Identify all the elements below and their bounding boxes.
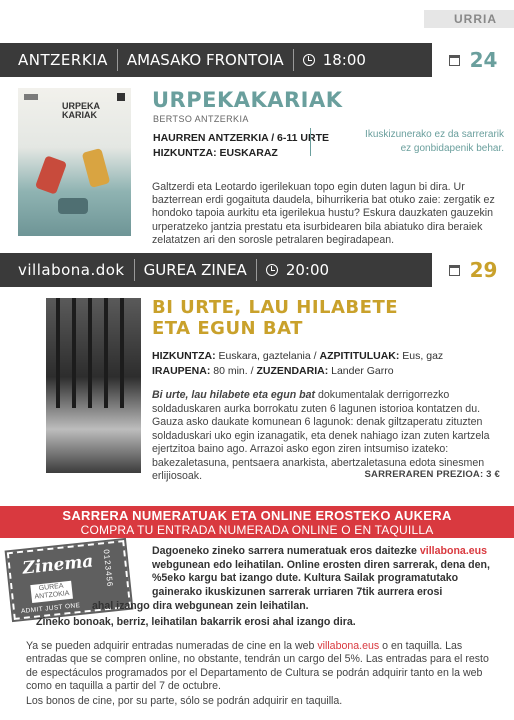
tickets-bonos-eus: Zineko bonoak, berriz, leihatilan bakarrik erosi ahal izango dira. xyxy=(36,616,356,628)
text: webgunean edo leihatilan. Online erosten diren sarrerak, dena den, %5eko kargu bat izango dute. Kultura Sailak programatutako gainerako ikuskizunen sarrerak urriaren 7tik aurrera erosi xyxy=(152,558,490,598)
calendar-icon xyxy=(449,55,460,66)
event2-header-band xyxy=(0,253,514,287)
event2-day: 29 xyxy=(469,258,498,282)
tickets-info-eus-end: ahal izango dira webgunean zein leihatilan. xyxy=(92,600,309,612)
prison-bar xyxy=(88,298,92,408)
divider xyxy=(256,259,257,281)
title-line: ETA EGUN BAT xyxy=(152,318,303,339)
meta-value: Euskara, gaztelania / xyxy=(215,350,320,362)
diver-figure-icon xyxy=(82,148,111,188)
prison-bar xyxy=(104,298,108,408)
event1-language: HIZKUNTZA: EUSKARAZ xyxy=(153,147,278,159)
title-line: BI URTE, LAU HILABETE xyxy=(152,297,399,318)
prison-bar xyxy=(56,298,60,408)
sponsor-logo-icon xyxy=(24,94,38,100)
month-label: URRIA xyxy=(424,10,514,28)
tickets-info-eus xyxy=(152,545,504,599)
meta-value: Eus, gaz xyxy=(399,350,444,362)
description-text: dokumentalak derrigorrezko soldaduskaren aurka borrokatu zuten 6 lagunen istorioa kontatzen du. Gauza asko daukate komunean 6 lagunok: denak giltzaperatu zituzten soldaduskari uko egin izanagatik, eta denek nahiago izan zuten kartzela ejertzitoa baino ago. Arrazoi asko egon ziren intsumiso izateko: bakezaletasuna, pentsaera anarkista, abertzaletasuna edota sinesmen erlijiosoak. xyxy=(152,389,490,482)
event2-venue: GUREA ZINEA xyxy=(143,261,247,279)
event1-date-box xyxy=(432,43,514,77)
meta-value: Lander Garro xyxy=(328,365,394,377)
villabona-link[interactable]: villabona.eus xyxy=(317,640,380,652)
event2-photo xyxy=(46,298,141,473)
bubbles-icon xyxy=(58,198,88,214)
event1-header-band xyxy=(0,43,514,77)
ticket-admit: ADMIT JUST ONE xyxy=(20,601,81,616)
event1-description: Galtzerdi eta Leotardo igerilekuan topo egin duten lagun bi dira. Ur bazterrean erdi gogaituta daudela, bihurrikeria bat otuko zaie: zergatik ez hondoko tapoia aurkitu eta igerilekua hustu? Eskura dauzkaten gauzekin urperatzeko jantzia prestatu eta isurbidearen bila abiatuko dira beraiek zelatatzen ari den sorosle petralaren begiradapean. xyxy=(152,181,495,246)
diver-figure-icon xyxy=(35,155,67,194)
text: Ya se pueden adquirir entradas numeradas de cine en la web xyxy=(26,640,318,652)
text: o en taquilla. Las entradas que se compren online, no obstante, tendrán un cargo del 5%. Las entradas para el resto de espectáculos programados por el Departamento de Cultura se podrán adquirir tanto en la web como en taquilla a partir del 7 de octubre. xyxy=(26,640,489,693)
event2-meta xyxy=(152,349,502,379)
prison-bar xyxy=(120,298,124,408)
event2-time: 20:00 xyxy=(285,261,330,279)
event2-meta-line2 xyxy=(152,364,502,379)
event2-title xyxy=(152,297,482,339)
event1-day: 24 xyxy=(469,48,498,72)
clock-icon xyxy=(303,54,315,66)
event1-title: URPEKAKARIAK xyxy=(152,88,343,112)
tickets-bonos-es: Los bonos de cine, por su parte, sólo se podrán adquirir en taquilla. xyxy=(26,695,343,707)
event1-venue: AMASAKO FRONTOIA xyxy=(126,51,284,69)
event1-time: 18:00 xyxy=(322,51,366,69)
meta-value: 80 min. / xyxy=(210,365,257,377)
prison-bar xyxy=(72,298,76,408)
description-title: Bi urte, lau hilabete eta egun bat xyxy=(152,389,316,401)
ticket-number: 0123456 xyxy=(101,548,115,588)
poster-title: URPEKAKARIAK xyxy=(62,101,101,120)
text: Dagoeneko zineko sarrera numeratuak eros daitezke xyxy=(152,545,420,557)
ticket-title: Zinema xyxy=(21,551,95,579)
event2-date-box xyxy=(432,253,514,287)
sponsor-logo-icon xyxy=(117,93,125,101)
divider xyxy=(117,49,118,71)
meta-label: AZPITITULUAK: xyxy=(319,350,400,362)
divider xyxy=(293,49,294,71)
event2-meta-line1 xyxy=(152,349,502,364)
calendar-icon xyxy=(449,265,460,276)
banner-title: SARRERA NUMERATUAK ETA ONLINE EROSTEKO AUKERA xyxy=(62,508,452,523)
meta-label: HIZKUNTZA: xyxy=(152,350,216,362)
tickets-banner xyxy=(0,506,514,538)
event1-note xyxy=(310,128,504,156)
event1-category: ANTZERKIA xyxy=(18,51,108,69)
villabona-link[interactable]: villabona.eus xyxy=(419,545,488,557)
ticket-venue-line: GUREA xyxy=(38,582,64,593)
banner-subtitle: COMPRA TU ENTRADA NUMERADA ONLINE O EN TAQUILLA xyxy=(80,523,434,537)
ticket-venue-line: ANTZOKIA xyxy=(34,590,70,601)
ticket-venue xyxy=(30,581,73,603)
note-line: Ikuskizunerako ez da sarrerarik xyxy=(365,129,504,140)
event2-price: SARRERAREN PREZIOA: 3 € xyxy=(364,469,500,480)
meta-label: ZUZENDARIA: xyxy=(256,365,329,377)
event1-meta xyxy=(153,131,329,161)
divider xyxy=(134,259,135,281)
clock-icon xyxy=(266,264,278,276)
event1-audience: HAURREN ANTZERKIA / 6-11 URTE xyxy=(153,132,329,144)
event2-category: villabona.dok xyxy=(18,261,125,279)
event1-subtitle: BERTSO ANTZERKIA xyxy=(153,114,249,124)
event1-poster xyxy=(18,88,131,236)
meta-label: IRAUPENA: xyxy=(152,365,211,377)
tickets-info-es xyxy=(26,640,494,694)
note-line: ez gonbidapenik behar. xyxy=(400,143,504,154)
